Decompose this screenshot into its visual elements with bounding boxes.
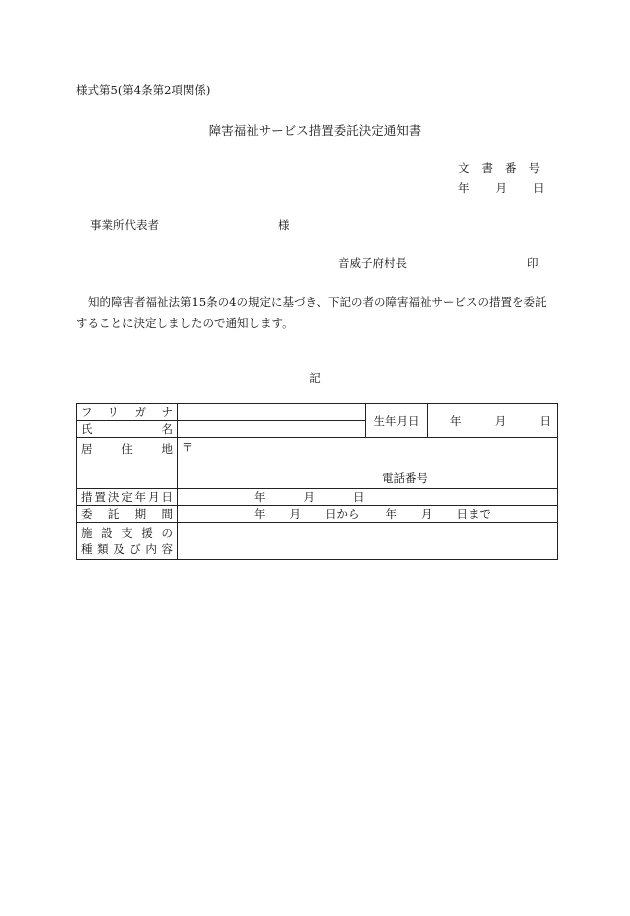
furigana-field[interactable] bbox=[178, 404, 366, 421]
decision-date-row bbox=[77, 489, 558, 506]
postal-mark: 〒 bbox=[182, 441, 193, 454]
entrustment-period-row bbox=[77, 506, 558, 523]
period-end-year-label: 年 bbox=[385, 507, 397, 521]
document-number-label: 文書番号 bbox=[458, 161, 552, 175]
name-field[interactable] bbox=[178, 421, 366, 438]
birth-date-label: 生年月日 bbox=[366, 404, 428, 438]
addressee-label: 事業所代表者 bbox=[90, 218, 159, 232]
decision-month-label: 月 bbox=[303, 490, 315, 504]
issuer-name: 音威子府村長 bbox=[338, 256, 407, 270]
facility-support-label-line1: 施設支援の bbox=[81, 526, 173, 540]
decision-date-label: 措置決定年月日 bbox=[77, 489, 178, 506]
telephone-label: 電話番号 bbox=[382, 471, 428, 485]
entrustment-period-field[interactable] bbox=[178, 506, 558, 523]
furigana-label: フリガナ bbox=[77, 404, 178, 421]
details-table bbox=[76, 403, 558, 560]
period-from-label: 日から bbox=[325, 507, 360, 521]
decision-year-label: 年 bbox=[254, 490, 266, 504]
entrustment-period-label: 委託期間 bbox=[77, 506, 178, 523]
name-label: 氏名 bbox=[77, 421, 178, 438]
issue-date bbox=[458, 180, 545, 196]
period-to-label: 日まで bbox=[456, 507, 491, 521]
facility-support-row bbox=[77, 523, 558, 560]
furigana-row bbox=[77, 404, 558, 421]
document-title: 障害福祉サービス措置委託決定通知書 bbox=[208, 123, 422, 138]
addressee-honorific: 様 bbox=[278, 218, 290, 232]
period-start-year-label: 年 bbox=[254, 507, 266, 521]
period-start-month-label: 月 bbox=[289, 507, 301, 521]
decision-date-field[interactable] bbox=[178, 489, 558, 506]
birth-day-label: 日 bbox=[539, 413, 551, 428]
address-field[interactable] bbox=[178, 438, 558, 489]
facility-support-label-line2: 種類及び内容 bbox=[81, 542, 173, 556]
issue-month-label: 月 bbox=[495, 181, 507, 195]
notice-body: 知的障害者福祉法第15条の4の規定に基づき、下記の者の障害福祉サービスの措置を委託することに決定しましたので通知します。 bbox=[76, 295, 547, 330]
period-end-month-label: 月 bbox=[421, 507, 433, 521]
issue-day-label: 日 bbox=[533, 181, 545, 195]
issue-year-label: 年 bbox=[458, 181, 470, 195]
address-row bbox=[77, 438, 558, 489]
seal-mark: 印 bbox=[527, 256, 539, 270]
facility-support-field[interactable] bbox=[178, 523, 558, 560]
birth-date-field[interactable] bbox=[428, 404, 558, 438]
form-number: 様式第5(第4条第2項関係) bbox=[76, 83, 211, 97]
decision-day-label: 日 bbox=[353, 490, 365, 504]
facility-support-label bbox=[77, 523, 178, 560]
birth-year-label: 年 bbox=[450, 413, 462, 428]
birth-month-label: 月 bbox=[494, 413, 507, 428]
address-label: 居住地 bbox=[77, 438, 178, 489]
ki-heading: 記 bbox=[309, 371, 321, 385]
